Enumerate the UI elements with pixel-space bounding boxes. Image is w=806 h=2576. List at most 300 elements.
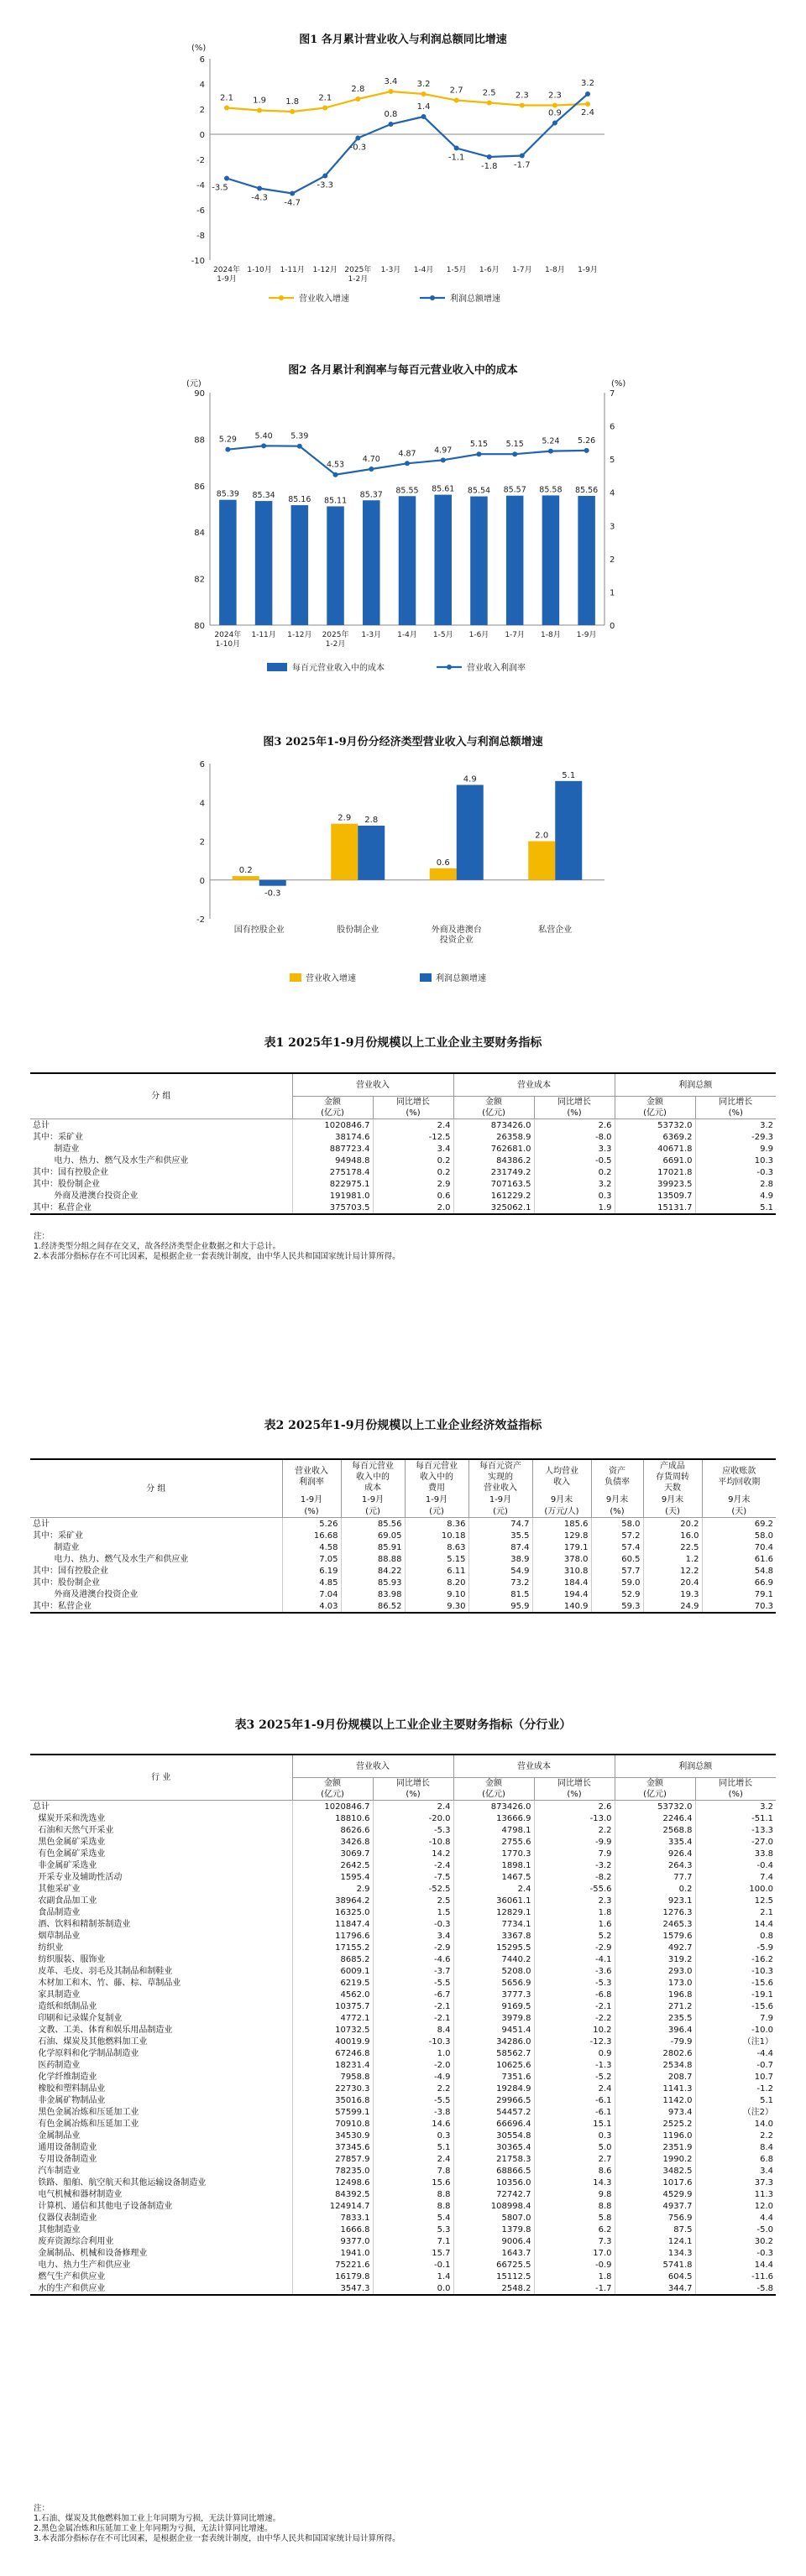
table3-row-label: 燃气生产和供应业 <box>33 2271 106 2281</box>
table1-cell: 191981.0 <box>292 1190 373 1202</box>
table3-row <box>30 2036 776 2047</box>
table3-row <box>30 2271 776 2282</box>
table3-row-label: 通用设备制造业 <box>33 2142 97 2152</box>
table1-cell: 3.4 <box>373 1143 453 1155</box>
table1-cell: 2.0 <box>373 1202 453 1214</box>
table3-cell: 53732.0 <box>615 1801 695 1813</box>
table3-sub-header: 同比增长 (%) <box>695 1778 776 1801</box>
table3-cell: 124.1 <box>615 2235 695 2247</box>
chart1-revenue-label: 1.8 <box>285 97 300 107</box>
table3-sub-header: 金额 (亿元) <box>615 1778 695 1801</box>
table3-cell: -0.4 <box>695 1859 776 1871</box>
table3-cell: 5208.0 <box>453 1965 534 1977</box>
table3-cell: 1379.8 <box>453 2224 534 2235</box>
chart3-legend-profit: 利润总额增速 <box>436 974 486 983</box>
table3-row <box>30 2200 776 2212</box>
table1-cell: 13509.7 <box>615 1190 695 1202</box>
table2-cell: 54.8 <box>702 1565 776 1577</box>
table3-row <box>30 1930 776 1942</box>
table3-cell: 1.0 <box>373 2047 453 2059</box>
table2-cell: 4.03 <box>282 1600 341 1613</box>
chart1-profit-label: 1.4 <box>416 102 431 112</box>
table2-cell: 58.0 <box>591 1518 643 1530</box>
table3-row-label: 有色金属矿采选业 <box>33 1849 106 1859</box>
table3-cell: 34286.0 <box>453 2036 534 2047</box>
chart2-margin-label: 4.70 <box>362 455 380 465</box>
table3-cell: -5.0 <box>695 2224 776 2235</box>
table3-note: 3.本表部分指标存在不可比因素，是根据企业一套表统计制度，由中华人民共和国国家统计局计算所得。 <box>34 2534 400 2543</box>
chart1-x-tick: 2024年 1-9月 <box>213 266 240 284</box>
table3-cell: -0.7 <box>695 2059 776 2071</box>
chart2-margin-label: 5.15 <box>469 440 489 450</box>
table2-period: 9月末 <box>643 1494 702 1505</box>
table3-row-label: 皮革、毛皮、羽毛及其制品和制鞋业 <box>33 1966 173 1976</box>
chart3-ownership-growth <box>0 0 806 1007</box>
table2-period: 1-9月 <box>405 1494 468 1505</box>
table3-cell: -11.6 <box>695 2271 776 2282</box>
table3-cell: -5.3 <box>534 1977 615 1989</box>
chart3-y-tick: 2 <box>199 837 205 847</box>
table3-cell: 14.3 <box>534 2177 615 2188</box>
chart2-margin-label: 5.39 <box>290 431 309 441</box>
table1-row-label: 其中：采矿业 <box>33 1132 83 1142</box>
chart2-legend-margin: 营业收入利润率 <box>467 664 526 673</box>
table3-cell: 18810.6 <box>292 1812 373 1824</box>
table3-cell: 1467.5 <box>453 1871 534 1883</box>
table3-row-label: 电力、热力生产和供应业 <box>33 2260 131 2270</box>
chart2-x-tick: 1-6月 <box>468 631 489 639</box>
table1-row-label: 总计 <box>33 1120 50 1130</box>
table3-cell: 926.4 <box>615 1848 695 1859</box>
table1-notes <box>34 1232 400 1262</box>
table3-cell: 1.8 <box>534 2271 615 2282</box>
chart2-cost-label: 85.57 <box>503 485 526 495</box>
table3-row <box>30 1953 776 1965</box>
table3-col-revenue: 营业收入 <box>292 1755 453 1778</box>
chart1-revenue-label: 2.4 <box>581 108 594 117</box>
table3-cell: 14.6 <box>373 2118 453 2130</box>
table3-cell: 12.5 <box>695 1895 776 1906</box>
table2-row <box>30 1541 776 1553</box>
chart2-legend-cost: 每百元营业收入中的成本 <box>292 664 385 673</box>
table2-row-label: 其中：私营企业 <box>33 1601 92 1611</box>
table3-cell: -9.9 <box>534 1836 615 1848</box>
table1-cell: 17021.8 <box>615 1166 695 1178</box>
table3-cell: -3.6 <box>534 1965 615 1977</box>
chart2-y-tick-right: 2 <box>610 555 615 565</box>
table1-cell: 15131.7 <box>615 1202 695 1214</box>
table1-cell: -0.3 <box>695 1166 776 1178</box>
table3-cell: 293.0 <box>615 1965 695 1977</box>
table3-cell: 68866.5 <box>453 2165 534 2177</box>
chart2-x-tick: 1-9月 <box>576 631 597 639</box>
table1-cell: 0.2 <box>373 1166 453 1178</box>
chart3-profit-bar <box>555 781 582 880</box>
table2-cell: 20.4 <box>643 1577 702 1588</box>
chart2-y-tick-right: 6 <box>610 422 615 432</box>
table2-cell: 8.20 <box>405 1577 468 1588</box>
table3-cell: 54457.2 <box>453 2106 534 2118</box>
table3-cell: 35016.8 <box>292 2094 373 2106</box>
table1-sub-header: 同比增长 (%) <box>373 1097 453 1119</box>
table2-cell: 185.6 <box>532 1518 591 1530</box>
table3-cell: 2568.8 <box>615 1824 695 1836</box>
table2-cell: 59.0 <box>591 1577 643 1588</box>
table2-cell: 19.3 <box>643 1588 702 1600</box>
table3-row-label: 石油和天然气开采业 <box>33 1825 114 1835</box>
table3-row <box>30 1989 776 2000</box>
table3-row-label: 石油、煤炭及其他燃料加工业 <box>33 2036 148 2047</box>
table3-cell: -52.5 <box>373 1883 453 1895</box>
table3-cell: 30554.8 <box>453 2130 534 2141</box>
table3-row-label: 其他制造业 <box>33 2224 81 2234</box>
table1-cell: 40671.8 <box>615 1143 695 1155</box>
chart2-y-tick-right: 1 <box>610 588 615 598</box>
table3-cell: 7.4 <box>695 1871 776 1883</box>
table3-row <box>30 2153 776 2165</box>
chart1-profit-label: 0.9 <box>547 108 562 118</box>
chart1-y-tick: -6 <box>196 206 205 216</box>
table3-cell: 66725.5 <box>453 2259 534 2271</box>
chart1-x-tick: 1-11月 <box>280 266 305 274</box>
table3-cell: 2525.2 <box>615 2118 695 2130</box>
table3-cell: 8.6 <box>534 2165 615 2177</box>
chart1-legend-profit: 利润总额增速 <box>450 295 500 304</box>
chart2-unit-left: (元) <box>186 379 202 388</box>
table3-cell: 7351.6 <box>453 2071 534 2083</box>
table1-cell: 1.9 <box>534 1202 615 1214</box>
chart3-revenue-label: 0.2 <box>238 866 253 876</box>
table1-note: 2.本表部分指标存在不可比因素，是根据企业一套表统计制度，由中华人民共和国国家统计局计算所得。 <box>34 1252 400 1261</box>
table3-cell: 15.6 <box>373 2177 453 2188</box>
chart2-y-tick-right: 3 <box>610 522 615 532</box>
table2-cell: 38.9 <box>468 1553 532 1565</box>
table3-cell: 7833.1 <box>292 2212 373 2224</box>
table3-row-label: 金属制品、机械和设备修理业 <box>33 2248 148 2258</box>
chart1-profit-label: -1.1 <box>447 153 465 163</box>
table1-cell: 0.3 <box>534 1190 615 1202</box>
table1-col-revenue: 营业收入 <box>292 1073 453 1097</box>
table3-cell: 12.0 <box>695 2200 776 2212</box>
table1-note: 注： <box>34 1232 50 1241</box>
table3-cell: 10375.7 <box>292 2000 373 2012</box>
table2-cell: 179.1 <box>532 1541 591 1553</box>
table1-cell: 6691.0 <box>615 1155 695 1166</box>
table2-cell: 20.2 <box>643 1518 702 1530</box>
table3-cell: 6009.1 <box>292 1965 373 1977</box>
table3-cell: 2.4 <box>373 1801 453 1813</box>
chart1-profit-label: -1.7 <box>514 160 531 170</box>
table3-cell: -5.3 <box>373 1824 453 1836</box>
table2-row-label: 外商及港澳台投资企业 <box>33 1589 139 1599</box>
table3-cell: 8685.2 <box>292 1953 373 1965</box>
table3-row-label: 医药制造业 <box>33 2060 81 2070</box>
table1-row-label: 其中：国有控股企业 <box>33 1167 108 1177</box>
table3-cell: 124914.7 <box>292 2200 373 2212</box>
table3-cell: 15295.5 <box>453 1942 534 1953</box>
chart2-margin-label: 5.40 <box>254 431 273 441</box>
table3-row-label: 总计 <box>33 1802 50 1812</box>
table3-row <box>30 2071 776 2083</box>
table2-cell: 86.52 <box>341 1600 405 1613</box>
chart2-x-tick: 2025年 1-2月 <box>322 631 349 649</box>
table3-cell: 1142.0 <box>615 2094 695 2106</box>
table2-col-header: 每百元营业 收入中的 费用 <box>405 1459 468 1494</box>
table3-cell: -4.6 <box>373 1953 453 1965</box>
table3-cell: 0.3 <box>373 2130 453 2141</box>
table3-cell: 4562.0 <box>292 1989 373 2000</box>
table3-cell: 2.7 <box>534 2153 615 2165</box>
table3-cell: 10732.5 <box>292 2024 373 2036</box>
table3-cell: 6.8 <box>695 2153 776 2165</box>
table3-cell: 3777.3 <box>453 1989 534 2000</box>
chart3-profit-bar <box>457 785 484 879</box>
chart3-y-tick: 0 <box>199 876 205 886</box>
chart2-cost-label: 85.34 <box>252 491 275 501</box>
table3-cell: -13.0 <box>534 1812 615 1824</box>
table3-cell: -20.0 <box>373 1812 453 1824</box>
chart2-y-tick-left: 88 <box>194 435 205 446</box>
table2-unit: (元) <box>468 1505 532 1518</box>
chart2-cost-label: 85.55 <box>395 486 419 496</box>
table3-row <box>30 1942 776 1953</box>
table3-cell: 30365.4 <box>453 2141 534 2153</box>
chart1-y-tick: 4 <box>199 81 205 90</box>
table3-cell: -6.7 <box>373 1989 453 2000</box>
table2-period: 1-9月 <box>282 1494 341 1505</box>
table3-cell: -2.1 <box>534 2000 615 2012</box>
table1-financial-indicators <box>30 1072 776 1215</box>
table3-cell: 2755.6 <box>453 1836 534 1848</box>
chart3-revenue-bar <box>430 868 457 880</box>
table1-col-profit: 利润总额 <box>615 1073 776 1097</box>
table3-cell: 5.3 <box>373 2224 453 2235</box>
table3-cell: 335.4 <box>615 1836 695 1848</box>
table2-cell: 69.2 <box>702 1518 776 1530</box>
table3-row <box>30 2141 776 2153</box>
table2-col-header: 营业收入 利润率 <box>282 1459 341 1494</box>
table3-cell: -10.3 <box>695 1965 776 1977</box>
table2-cell: 378.0 <box>532 1553 591 1565</box>
chart1-y-tick: 0 <box>199 131 205 140</box>
table3-note: 注： <box>34 2504 50 2513</box>
table3-cell: 18231.4 <box>292 2059 373 2071</box>
table2-row <box>30 1588 776 1600</box>
chart2-margin-label: 4.97 <box>434 446 453 456</box>
table3-cell: 208.7 <box>615 2071 695 2083</box>
chart1-y-tick: -8 <box>196 232 205 241</box>
table3-row-label: 食品制造业 <box>33 1907 81 1917</box>
table2-row-label: 其中：采矿业 <box>33 1530 83 1541</box>
table3-cell: -0.3 <box>695 2247 776 2259</box>
table3-cell: 2548.2 <box>453 2282 534 2295</box>
table2-cell: 61.6 <box>702 1553 776 1565</box>
table3-cell: 264.3 <box>615 1859 695 1871</box>
table3-row-label: 煤炭开采和洗选业 <box>33 1813 106 1823</box>
table2-cell: 16.68 <box>282 1530 341 1541</box>
table3-cell: -1.7 <box>534 2282 615 2295</box>
table3-cell: 0.0 <box>373 2282 453 2295</box>
table3-cell: 173.0 <box>615 1977 695 1989</box>
chart2-y-tick-left: 82 <box>194 575 205 585</box>
chart2-y-tick-left: 86 <box>194 482 205 492</box>
table3-cell: 1579.6 <box>615 1930 695 1942</box>
table3-cell: 34530.9 <box>292 2130 373 2141</box>
table2-row <box>30 1518 776 1530</box>
chart2-x-tick: 1-12月 <box>287 631 312 639</box>
chart1-x-tick: 1-9月 <box>578 266 598 274</box>
table3-cell: 1643.7 <box>453 2247 534 2259</box>
table2-cell: 35.5 <box>468 1530 532 1541</box>
table3-cell: 7734.1 <box>453 1918 534 1930</box>
table3-cell: 15.7 <box>373 2247 453 2259</box>
table3-cell: 10.7 <box>695 2071 776 2083</box>
table3-row <box>30 2059 776 2071</box>
table3-cell: 319.2 <box>615 1953 695 1965</box>
table2-cell: 85.93 <box>341 1577 405 1588</box>
table3-cell: -15.6 <box>695 2000 776 2012</box>
table3-row <box>30 1836 776 1848</box>
table2-cell: 88.88 <box>341 1553 405 1565</box>
chart2-x-tick: 1-11月 <box>251 631 276 639</box>
table3-cell: 10356.0 <box>453 2177 534 2188</box>
chart1-revenue-label: 2.3 <box>547 91 562 101</box>
table3-cell: 16179.8 <box>292 2271 373 2282</box>
chart2-margin-label: 5.24 <box>542 436 560 446</box>
chart2-x-tick: 1-8月 <box>541 631 561 639</box>
table3-row <box>30 2094 776 2106</box>
table3-cell: -4.1 <box>534 1953 615 1965</box>
table3-note: 1.石油、煤炭及其他燃料加工业上年同期为亏损，无法计算同比增速。 <box>34 2514 281 2523</box>
table1-cell: 2.9 <box>373 1178 453 1190</box>
table1-cell: 375703.5 <box>292 1202 373 1214</box>
chart3-revenue-label: 0.6 <box>436 858 450 868</box>
chart3-profit-bar <box>259 880 286 886</box>
table3-cell: 1020846.7 <box>292 1801 373 1813</box>
table3-cell: 33.8 <box>695 1848 776 1859</box>
table1-cell: 38174.6 <box>292 1131 373 1143</box>
chart2-title: 图2 各月累计利润率与每百元营业收入中的成本 <box>288 364 518 377</box>
table3-cell: 5.0 <box>534 2141 615 2153</box>
table3-cell: -13.3 <box>695 1824 776 1836</box>
table3-cell: 21758.3 <box>453 2153 534 2165</box>
table3-cell: -3.8 <box>373 2106 453 2118</box>
table2-cell: 24.9 <box>643 1600 702 1613</box>
table2-cell: 70.3 <box>702 1600 776 1613</box>
table3-sub-header: 同比增长 (%) <box>534 1778 615 1801</box>
chart1-revenue-label: 3.2 <box>416 80 431 89</box>
table3-cell: 2.4 <box>534 2083 615 2094</box>
table1-row-label: 电力、热力、燃气及水生产和供应业 <box>33 1155 189 1165</box>
chart3-revenue-bar <box>528 842 555 880</box>
table2-row <box>30 1530 776 1541</box>
table3-cell: 19284.9 <box>453 2083 534 2094</box>
table3-cell: 40019.9 <box>292 2036 373 2047</box>
table3-cell: -8.2 <box>534 1871 615 1883</box>
chart2-cost-label: 85.37 <box>359 490 383 500</box>
table2-cell: 22.5 <box>643 1541 702 1553</box>
table1-cell: 2.4 <box>373 1119 453 1132</box>
table1-title: 表1 2025年1-9月份规模以上工业企业主要财务指标 <box>264 1036 542 1050</box>
table2-cell: 60.5 <box>591 1553 643 1565</box>
table3-cell: 2.6 <box>534 1801 615 1813</box>
table3-cell: -6.8 <box>534 1989 615 2000</box>
chart1-unit: (%) <box>191 44 207 53</box>
chart1-profit-label: -3.3 <box>317 180 334 190</box>
table2-cell: 8.36 <box>405 1518 468 1530</box>
table3-cell: 72742.7 <box>453 2188 534 2200</box>
table3-row <box>30 1801 776 1813</box>
table3-cell: 1276.3 <box>615 1906 695 1918</box>
table2-cell: 7.05 <box>282 1553 341 1565</box>
table1-cell: 3.3 <box>534 1143 615 1155</box>
table2-row <box>30 1565 776 1577</box>
table3-cell: 58562.7 <box>453 2047 534 2059</box>
table2-cell: 85.91 <box>341 1541 405 1553</box>
table2-row <box>30 1577 776 1588</box>
table3-cell: 4937.7 <box>615 2200 695 2212</box>
table3-cell: 2.1 <box>695 1906 776 1918</box>
table2-cell: 81.5 <box>468 1588 532 1600</box>
table3-row <box>30 2165 776 2177</box>
table3-cell: 9.8 <box>534 2188 615 2200</box>
chart1-y-tick: 2 <box>199 106 205 115</box>
chart2-x-tick: 1-7月 <box>505 631 526 639</box>
table3-cell: 873426.0 <box>453 1801 534 1813</box>
table3-cell: 2802.6 <box>615 2047 695 2059</box>
table3-row-label: 非金属矿采选业 <box>33 1860 97 1870</box>
table3-row <box>30 2047 776 2059</box>
table2-cell: 85.56 <box>341 1518 405 1530</box>
table2-period: 1-9月 <box>468 1494 532 1505</box>
chart3-profit-label: -0.3 <box>264 889 281 899</box>
chart3-y-tick: 4 <box>199 799 205 809</box>
table3-cell: 9006.4 <box>453 2235 534 2247</box>
table1-cell: 161229.2 <box>453 1190 534 1202</box>
table2-cell: 59.3 <box>591 1600 643 1613</box>
chart1-y-tick: 6 <box>199 55 205 65</box>
table3-cell: -5.8 <box>695 2282 776 2295</box>
table1-cell: 822975.1 <box>292 1178 373 1190</box>
table1-cell: 762681.0 <box>453 1143 534 1155</box>
table3-row-label: 水的生产和供应业 <box>33 2283 106 2293</box>
table3-cell: 4772.1 <box>292 2012 373 2024</box>
table3-sub-header: 同比增长 (%) <box>373 1778 453 1801</box>
table3-cell: 0.3 <box>534 2130 615 2141</box>
table3-cell: -55.6 <box>534 1883 615 1895</box>
table2-col-header: 产成品 存货周转 天数 <box>643 1459 702 1494</box>
table1-cell: 5.1 <box>695 1202 776 1214</box>
chart2-y-tick-right: 5 <box>610 456 615 466</box>
chart3-revenue-label: 2.9 <box>338 813 352 823</box>
table3-cell: 1141.3 <box>615 2083 695 2094</box>
table3-cell: -2.9 <box>534 1942 615 1953</box>
table2-row-label: 电力、热力、燃气及水生产和供应业 <box>33 1554 189 1564</box>
chart3-profit-label: 4.9 <box>463 774 477 785</box>
table3-cell: 78235.0 <box>292 2165 373 2177</box>
chart2-x-tick: 1-5月 <box>432 631 453 639</box>
table3-cell: 2.4 <box>373 2153 453 2165</box>
table3-cell: 87.5 <box>615 2224 695 2235</box>
table1-cell: 39923.5 <box>615 1178 695 1190</box>
chart1-profit-label: -3.5 <box>212 183 228 193</box>
chart2-cost-label: 85.61 <box>432 484 455 494</box>
table1-row <box>30 1143 776 1155</box>
table2-cell: 57.2 <box>591 1530 643 1541</box>
table3-cell: 235.5 <box>615 2012 695 2024</box>
table3-cell: 2.4 <box>453 1883 534 1895</box>
table3-cell: 100.0 <box>695 1883 776 1895</box>
